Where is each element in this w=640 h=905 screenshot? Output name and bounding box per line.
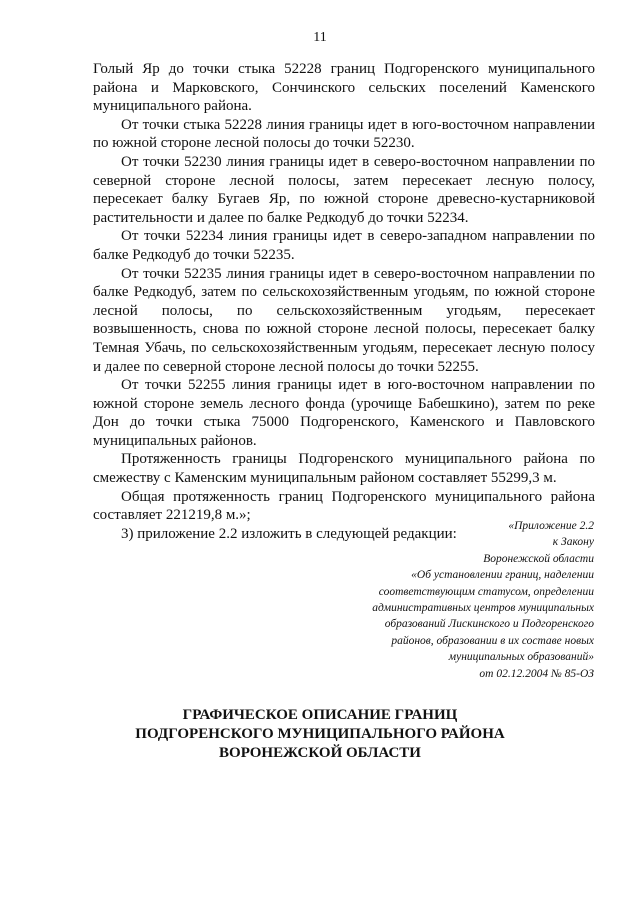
paragraph-total-length: Общая протяженность границ Подгоренского муниципального района составляет 221219,8 м.»; — [93, 488, 595, 524]
appendix-note-line: административных центров муниципальных — [372, 602, 594, 615]
appendix-note-line: соответствующим статусом, определении — [378, 585, 594, 598]
appendix-note-line: Воронежской области — [483, 552, 594, 565]
appendix-note-line: к Закону — [552, 536, 594, 549]
page-number: 11 — [313, 30, 327, 45]
section-heading — [0, 706, 640, 763]
appendix-note-line: «Приложение 2.2 — [508, 520, 594, 532]
paragraph: От точки 52255 линия границы идет в юго-восточном направлении по южной стороне земель лесного фонда (урочище Бабешкино), затем по реке Дон до точки стыка 75000 Подгоренского, Каменского и Павловского муниципальных районов. — [93, 377, 595, 449]
paragraph-continuation: Голый Яр до точки стыка 52228 границ Подгоренского муниципального района и Марковского, Сончинского сельских поселений Каменского муниципального района. — [93, 61, 595, 115]
appendix-note-line: «Об установлении границ, наделении — [411, 569, 594, 582]
appendix-note-line: от 02.12.2004 № 85-ОЗ — [479, 667, 594, 680]
heading-line: ПОДГОРЕНСКОГО МУНИЦИПАЛЬНОГО РАЙОНА — [135, 726, 505, 742]
body-text — [93, 60, 595, 543]
paragraph: От точки 52234 линия границы идет в северо-западном направлении по балке Редкодуб до точки 52235. — [93, 228, 595, 263]
appendix-note — [300, 518, 594, 682]
heading-line: ГРАФИЧЕСКОЕ ОПИСАНИЕ ГРАНИЦ — [182, 707, 458, 723]
paragraph: От точки стыка 52228 линия границы идет в юго-восточном направлении по южной стороне лесной полосы до точки 52230. — [93, 116, 595, 152]
paragraph-boundary-length: Протяженность границы Подгоренского муниципального района по смежеству с Каменским муниципальным районом составляет 55299,3 м. — [93, 451, 595, 487]
paragraph: От точки 52235 линия границы идет в северо-восточном направлении по балке Редкодуб, затем по сельскохозяйственным угодьям, по южной стороне лесной полосы, по сельскохозяйственным угодьям, пересекает возвышенность, снова по южной стороне лесной полосы, пересекает балку Темная Убачь, по сельскохозяйственным угодьям, пересекает лесную полосу и далее по северной стороне лесной полосы до точки 52255. — [93, 265, 595, 375]
paragraph: От точки 52230 линия границы идет в северо-восточном направлении по северной стороне лесной полосы, затем пересекает лесную полосу, пересекает балку Бугаев Яр, по южной стороне древесно-кустарниковой растительности и далее по балке Редкодуб до точки 52234. — [93, 153, 595, 226]
heading-line: ВОРОНЕЖСКОЙ ОБЛАСТИ — [219, 745, 421, 761]
amendment-item: 3) приложение 2.2 изложить в следующей редакции: — [121, 525, 457, 542]
appendix-note-line: образований Лискинского и Подгоренского — [384, 618, 594, 631]
appendix-note-line: районов, образовании в их составе новых — [391, 634, 594, 647]
appendix-note-line: муниципальных образований» — [448, 651, 594, 664]
